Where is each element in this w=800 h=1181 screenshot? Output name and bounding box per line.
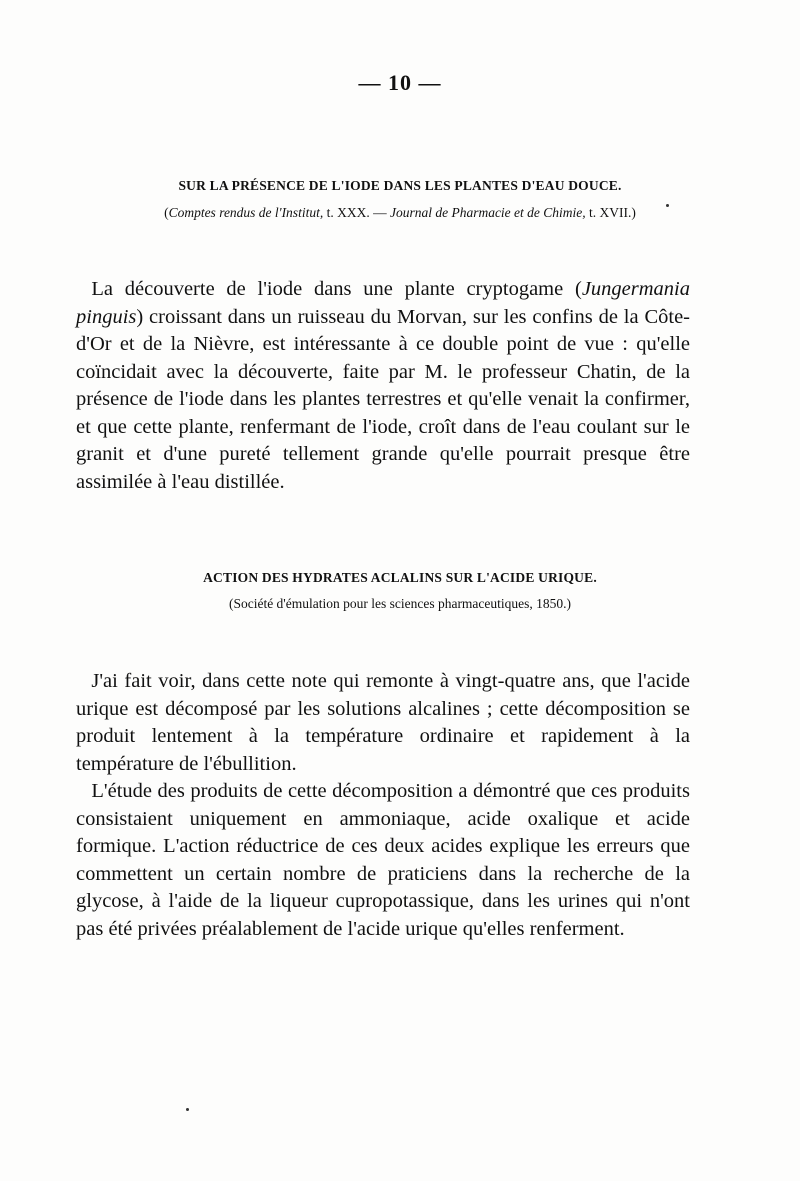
source-comptes-rendus: Comptes rendus de l'Institut, (168, 205, 324, 220)
print-speck (666, 204, 669, 207)
section-body-acide-urique (76, 668, 690, 943)
paragraph-acide-urique-1: J'ai fait voir, dans cette note qui remonte à vingt-quatre ans, que l'acide urique est décomposé par les solutions alcalines ; cette décomposition se produit lentement à la température ordinaire et rapidement à la température de l'ébullition. (76, 670, 690, 775)
source-open: ( (164, 205, 169, 220)
section-source-acide-urique: (Société d'émulation pour les sciences pharmaceutiques, 1850.) (228, 596, 572, 611)
page-number: — 10 — (358, 70, 442, 95)
section-source-iode (0, 205, 800, 221)
paragraph-iode (76, 276, 690, 496)
species-name: Jungermania pinguis (76, 278, 690, 328)
section-title-iode: SUR LA PRÉSENCE DE L'IODE DANS LES PLANTES D'EAU DOUCE. (178, 178, 622, 193)
print-speck (186, 1108, 189, 1111)
source-journal-pharmacie: Journal de Pharmacie et de Chimie, (389, 205, 586, 220)
source-volume-xxx: t. XXX. — (323, 205, 390, 220)
paragraph-iode-rest: ) croissant dans un ruisseau du Morvan, sur les confins de la Côte-d'Or et de la Nièvre, est intéressante à ce double point de vue : qu'elle coïncidait avec la découverte, faite par M. le professeur Chatin, de la présence de l'iode dans les plantes terrestres et qu'elle venait la confirmer, et que cette plante, renfermant de l'iode, croît dans de l'eau coulant sur le granit et d'une pureté tellement grande qu'elle pourrait presque être assimilée à l'eau distillée. (76, 305, 690, 493)
paragraph-acide-urique-2: L'étude des produits de cette décomposition a démontré que ces produits consistaient uniquement en ammoniaque, acide oxalique et acide formique. L'action réductrice de ces deux acides explique les erreurs que commettent un certain nombre de praticiens dans la recherche de la glycose, à l'aide de la liqueur cupropotassique, dans les urines qui n'ont pas été privées préalablement de l'acide urique qu'elles renferment. (76, 780, 690, 940)
section-body-iode (76, 276, 690, 496)
section-title-acide-urique: ACTION DES HYDRATES ACLALINS SUR L'ACIDE URIQUE. (203, 570, 597, 585)
paragraph-iode-start: La découverte de l'iode dans une plante cryptogame ( (91, 278, 582, 300)
source-volume-xvii: t. XVII.) (585, 205, 636, 220)
